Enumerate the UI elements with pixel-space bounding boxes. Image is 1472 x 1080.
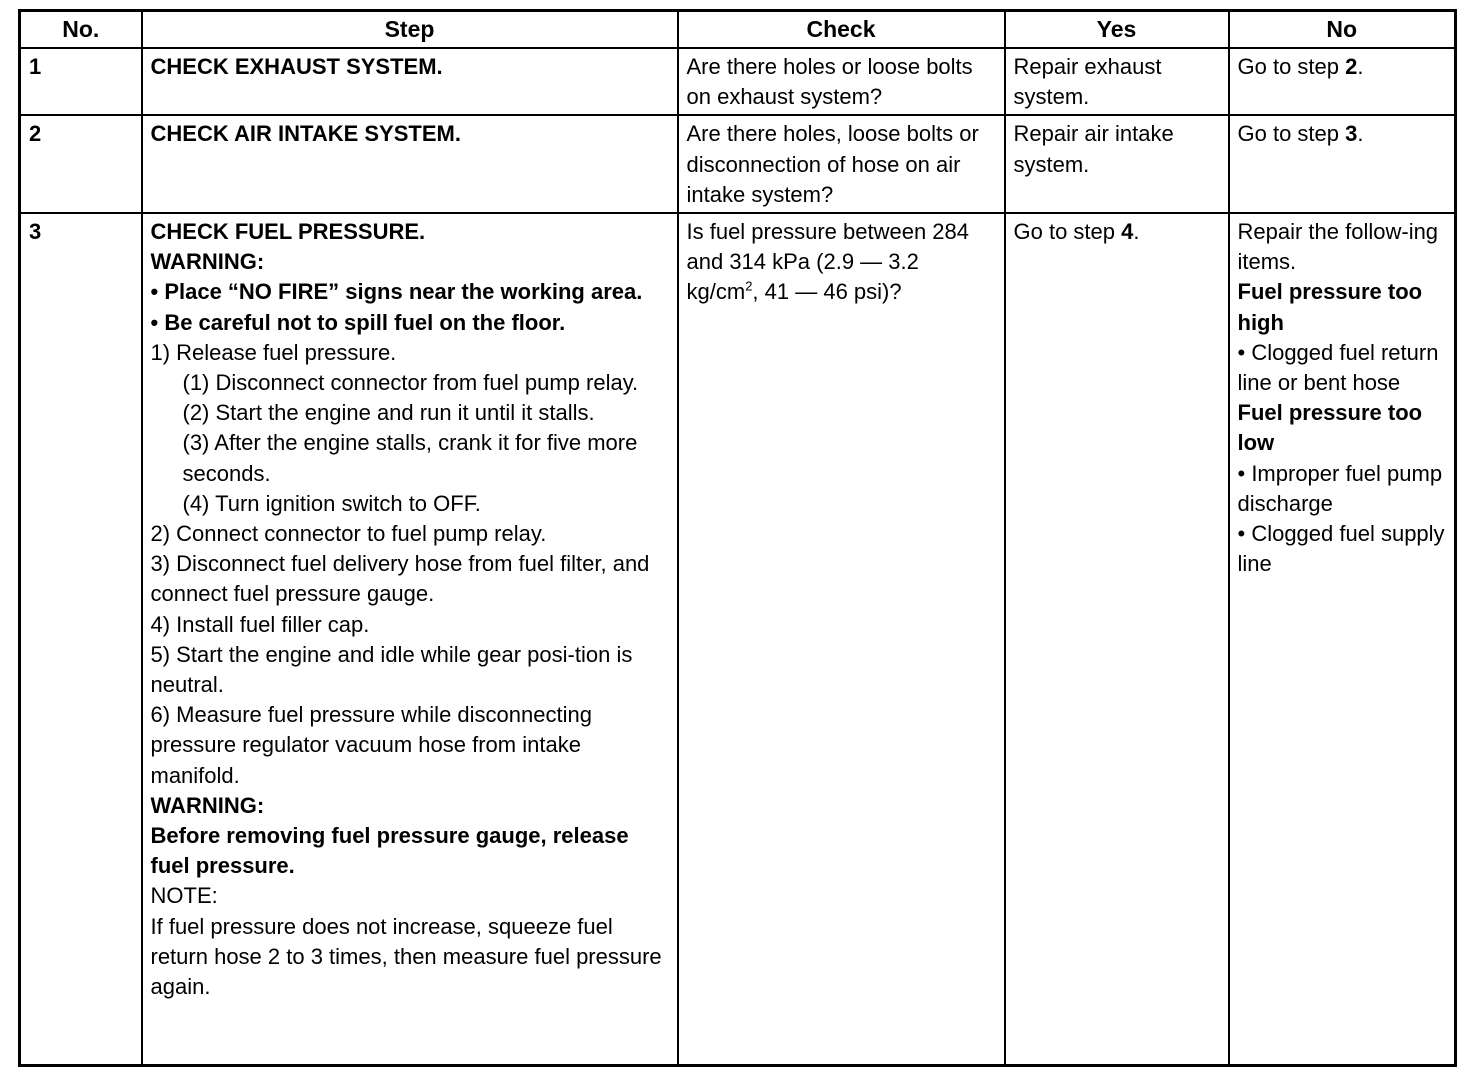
condition-label-high: Fuel pressure too high: [1237, 279, 1423, 335]
cause-item: • Improper fuel pump discharge: [1237, 460, 1443, 516]
table-row: [20, 48, 1456, 115]
step-title: CHECK FUEL PRESSURE.: [150, 219, 426, 245]
row-number-cell: [20, 115, 142, 213]
procedure-substep: (3) After the engine stalls, crank it for five more seconds.: [182, 430, 638, 486]
procedure-step: 5) Start the engine and idle while gear posi-tion is neutral.: [150, 641, 633, 698]
table-row: [20, 115, 1456, 213]
step-cell: [142, 115, 678, 213]
procedure-step: 1) Release fuel pressure.: [150, 339, 397, 365]
warning-text: Before removing fuel pressure gauge, release fuel pressure.: [150, 823, 629, 879]
table-row: [20, 213, 1456, 1065]
procedure-substep: (1) Disconnect connector from fuel pump relay.: [182, 370, 639, 396]
warning-item: • Be careful not to spill fuel on the floor.: [150, 309, 566, 335]
yes-cell: [1005, 115, 1229, 213]
row-number: 3: [29, 219, 42, 245]
no-text-suffix: .: [1357, 54, 1364, 79]
warning-label: WARNING:: [150, 792, 265, 818]
yes-cell: [1005, 213, 1229, 1065]
no-text: [1230, 116, 1455, 151]
next-step-number: 4: [1121, 219, 1134, 245]
condition-label-low: Fuel pressure too low: [1237, 400, 1423, 456]
header-no-result: No: [1229, 11, 1456, 49]
check-cell: [678, 115, 1005, 213]
yes-text: Repair air intake system.: [1013, 121, 1174, 177]
next-step-number: 2: [1345, 54, 1358, 79]
superscript-two: 2: [745, 279, 753, 295]
check-text: Are there holes, loose bolts or disconnection of hose on air intake system?: [686, 121, 979, 207]
no-text: [1230, 49, 1455, 84]
header-check: Check: [678, 11, 1005, 49]
no-text-prefix: Go to step: [1237, 121, 1346, 147]
step-title: CHECK EXHAUST SYSTEM.: [150, 54, 443, 79]
check-text: Are there holes or loose bolts on exhaust system?: [686, 54, 973, 110]
check-text-tail: , 41 — 46 psi)?: [752, 279, 902, 305]
cause-item: • Clogged fuel return line or bent hose: [1237, 339, 1439, 396]
step-content: [143, 214, 677, 1004]
cause-item: • Clogged fuel supply line: [1237, 521, 1445, 577]
row-number: 1: [29, 54, 42, 79]
procedure-substep: (4) Turn ignition switch to OFF.: [182, 490, 481, 516]
row-number: 2: [29, 121, 42, 147]
yes-text: [1006, 214, 1228, 249]
no-content: [1230, 214, 1455, 581]
procedure-step: 3) Disconnect fuel delivery hose from fuel filter, and connect fuel pressure gauge.: [150, 551, 650, 607]
yes-cell: [1005, 48, 1229, 115]
row-number-cell: [20, 48, 142, 115]
header-yes: Yes: [1005, 11, 1229, 49]
header-row: [20, 11, 1456, 49]
yes-text-suffix: .: [1133, 219, 1140, 245]
warning-item: • Place “NO FIRE” signs near the working area.: [150, 279, 643, 305]
no-cell: [1229, 213, 1456, 1065]
note-label: NOTE:: [150, 883, 218, 909]
next-step-number: 3: [1345, 121, 1358, 147]
check-text-main: Is fuel pressure between 284 and 314 kPa (2.9 — 3.2 kg/cm: [686, 219, 970, 305]
repair-intro: Repair the follow-ing items.: [1237, 219, 1439, 275]
diagnosis-table: [18, 9, 1457, 1067]
no-cell: [1229, 115, 1456, 213]
step-cell: [142, 48, 678, 115]
yes-text-prefix: Go to step: [1013, 219, 1122, 245]
procedure-substep: (2) Start the engine and run it until it stalls.: [182, 400, 595, 426]
yes-text: Repair exhaust system.: [1013, 54, 1162, 110]
check-cell: [678, 48, 1005, 115]
row-number-cell: [20, 213, 142, 1065]
step-cell: [142, 213, 678, 1065]
no-cell: [1229, 48, 1456, 115]
header-no: No.: [20, 11, 142, 49]
procedure-step: 6) Measure fuel pressure while disconnecting pressure regulator vacuum hose from intake manifold.: [150, 702, 592, 788]
note-text: If fuel pressure does not increase, squeeze fuel return hose 2 to 3 times, then measure fuel pressure again.: [150, 913, 662, 1000]
no-text-suffix: .: [1357, 121, 1364, 147]
check-cell: [678, 213, 1005, 1065]
step-title: CHECK AIR INTAKE SYSTEM.: [150, 121, 461, 147]
no-text-prefix: Go to step: [1237, 54, 1346, 79]
procedure-step: 4) Install fuel filler cap.: [150, 611, 370, 637]
procedure-step: 2) Connect connector to fuel pump relay.: [150, 521, 547, 547]
header-step: Step: [142, 11, 678, 49]
check-text: [679, 214, 1004, 310]
warning-label: WARNING:: [150, 249, 265, 275]
